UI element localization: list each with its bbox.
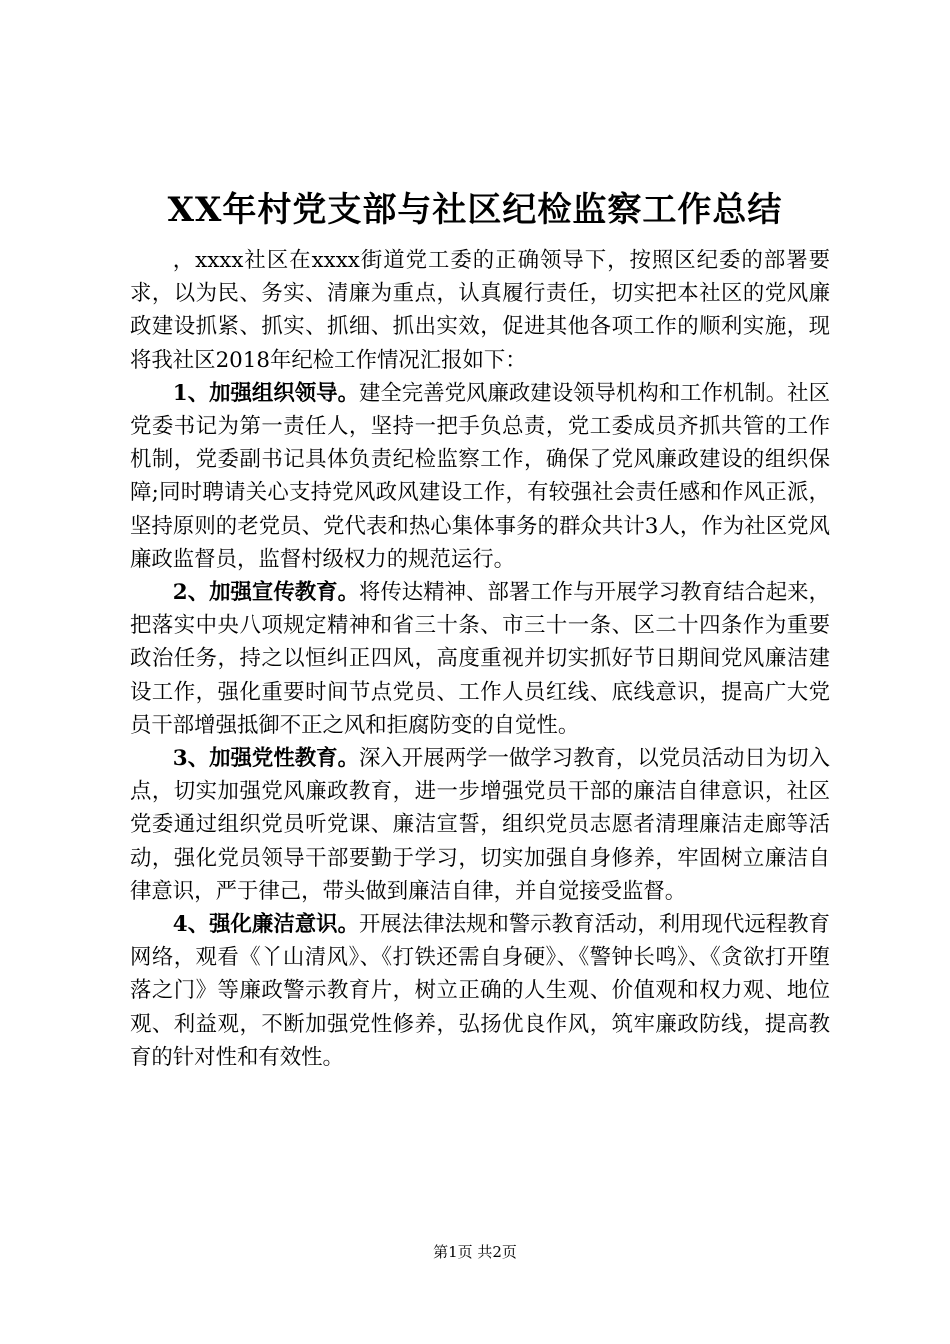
- document-body: [130, 244, 830, 1074]
- intro-paragraph: ，xxxx社区在xxxx街道党工委的正确领导下，按照区纪委的部署要求，以为民、务实、清廉为重点，认真履行责任，切实把本社区的党风廉政建设抓紧、抓实、抓细、抓出实效，促进其他各项工作的顺利实施，现将我社区2018年纪检工作情况汇报如下：: [130, 248, 830, 373]
- section-body: 开展法律法规和警示教育活动，利用现代远程教育网络，观看《丫山清风》、《打铁还需自身硬》、《警钟长鸣》、《贪欲打开堕落之门》等廉政警示教育片，树立正确的人生观、价值观和权力观、地位观、利益观，不断加强党性修养，弘扬优良作风，筑牢廉政防线，提高教育的针对性和有效性。: [130, 912, 830, 1070]
- section-body: 深入开展两学一做学习教育，以党员活动日为切入点，切实加强党风廉政教育，进一步增强党员干部的廉洁自律意识，社区党委通过组织党员听党课、廉洁宣誓，组织党员志愿者清理廉洁走廊等活动，强化党员领导干部要勤于学习，切实加强自身修养，牢固树立廉洁自律意识，严于律己，带头做到廉洁自律，并自觉接受监督。: [130, 746, 830, 904]
- page-number-footer: 第1页 共2页: [433, 1243, 517, 1261]
- section-heading: 4、强化廉洁意识。: [172, 912, 359, 938]
- section-body: 将传达精神、部署工作与开展学习教育结合起来，把落实中央八项规定精神和省三十条、市三十一条、区二十四条作为重要政治任务，持之以恒纠正四风，高度重视并切实抓好节日期间党风廉洁建设工作，强化重要时间节点党员、工作人员红线、底线意识，提高广大党员干部增强抵御不正之风和拒腐防变的自觉性。: [130, 580, 830, 738]
- section-heading: 3、加强党性教育。: [172, 746, 359, 772]
- section-paragraph: [130, 908, 830, 1074]
- section-paragraph: [130, 742, 830, 908]
- section-heading: 2、加强宣传教育。: [172, 580, 359, 606]
- section-heading: 1、加强组织领导。: [172, 380, 359, 406]
- document-title: XX年村党支部与社区纪检监察工作总结: [167, 190, 783, 230]
- section-paragraph: [130, 576, 830, 742]
- section-body: 建全完善党风廉政建设领导机构和工作机制。社区党委书记为第一责任人，坚持一把手负总责，党工委成员齐抓共管的工作机制，党委副书记具体负责纪检监察工作，确保了党风廉政建设的组织保障;同时聘请关心支持党风政风建设工作，有较强社会责任感和作风正派，坚持原则的老党员、党代表和热心集体事务的群众共计3人，作为社区党风廉政监督员，监督村级权力的规范运行。: [130, 380, 830, 572]
- section-paragraph: [130, 377, 830, 576]
